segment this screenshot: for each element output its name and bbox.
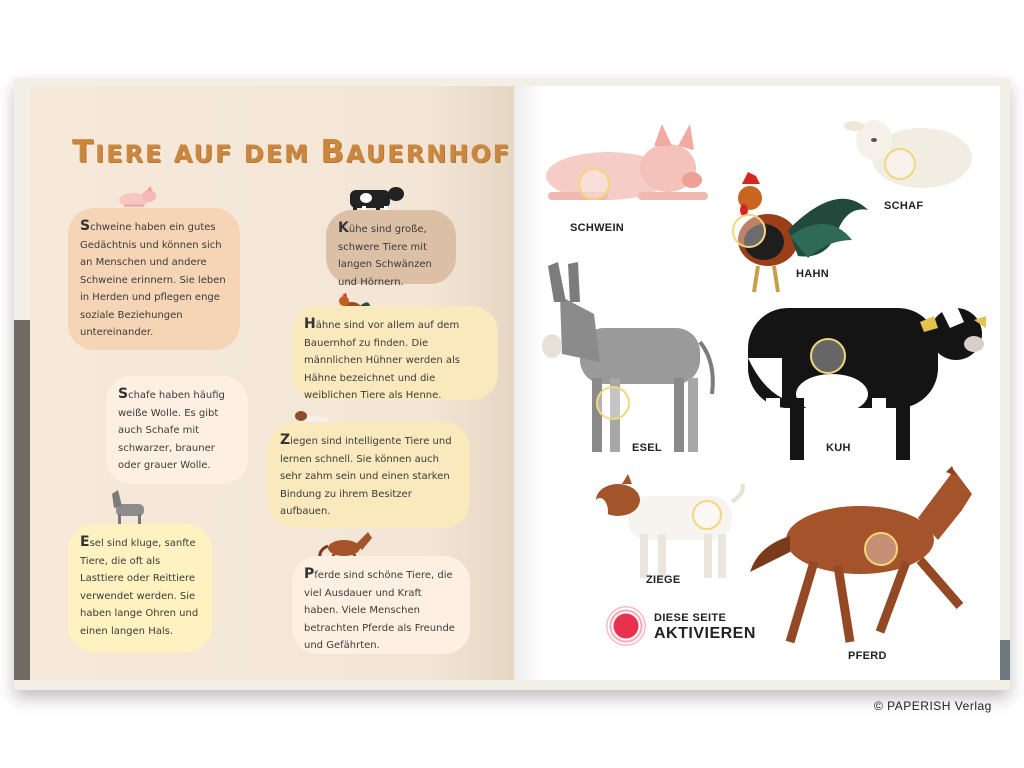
touch-point-pig[interactable] — [578, 168, 610, 200]
touch-point-rooster[interactable] — [732, 214, 766, 248]
text-bubble-pig: Schweine haben ein gutes Gedächtnis und können sich an Menschen und andere Schweine erinnern. Sie leben in Herden und pflegen enge soziale Beziehungen untereinander. — [68, 208, 240, 350]
touch-point-goat[interactable] — [692, 500, 722, 530]
text-bubble-sheep: Schafe haben häufig weiße Wolle. Es gibt auch Schafe mit schwarzer, brauner oder grauer Wolle. — [106, 376, 248, 484]
text-bubble-donkey: Esel sind kluge, sanfte Tiere, die oft als Lasttiere oder Reittiere verwendet werden. Sie haben lange Ohren und einen langen Hals. — [68, 524, 212, 652]
page-title: TIERE AUF DEM BAUERNHOF — [72, 134, 512, 170]
touch-point-sheep[interactable] — [884, 148, 916, 180]
donkey-image — [540, 262, 724, 458]
cow-image — [742, 298, 990, 468]
label-goat: ZIEGE — [646, 574, 681, 586]
left-page — [30, 86, 514, 680]
label-horse: PFERD — [848, 650, 887, 662]
text-bubble-rooster: Hähne sind vor allem auf dem Bauernhof zu finden. Die männlichen Hühner werden als Hähne bezeichnet und die weiblichen Tiere als Henne. — [292, 306, 498, 400]
touch-point-cow[interactable] — [810, 338, 846, 374]
label-rooster: HAHN — [796, 268, 829, 280]
activate-page-button[interactable] — [606, 606, 646, 646]
copyright-notice: © PAPERISH Verlag — [874, 699, 992, 713]
label-sheep: SCHAF — [884, 200, 924, 212]
label-cow: KUH — [826, 442, 851, 454]
book-edge-right — [1000, 640, 1010, 680]
touch-point-horse[interactable] — [864, 532, 898, 566]
label-pig: SCHWEIN — [570, 222, 625, 234]
book-edge-left — [14, 320, 30, 680]
text-bubble-goat: Ziegen sind intelligente Tiere und lernen schnell. Sie können auch sehr zahm sein und einen starken Bindung zu ihrem Besitzer aufbauen. — [268, 422, 470, 528]
text-bubble-cow: Kühe sind große, schwere Tiere mit langen Schwänzen und Hörnern. — [326, 210, 456, 284]
right-page — [514, 86, 1000, 680]
touch-point-donkey[interactable] — [596, 386, 630, 420]
goat-image — [588, 472, 746, 582]
pig-image — [528, 116, 718, 216]
label-donkey: ESEL — [632, 442, 662, 454]
pig-thumbnail-icon — [114, 186, 158, 210]
text-bubble-horse: Pferde sind schöne Tiere, die viel Ausdauer und Kraft haben. Viele Menschen betrachten Pferde als Freunde und Gefährten. — [292, 556, 470, 654]
activate-page-label[interactable]: DIESE SEITE AKTIVIEREN — [654, 612, 756, 642]
